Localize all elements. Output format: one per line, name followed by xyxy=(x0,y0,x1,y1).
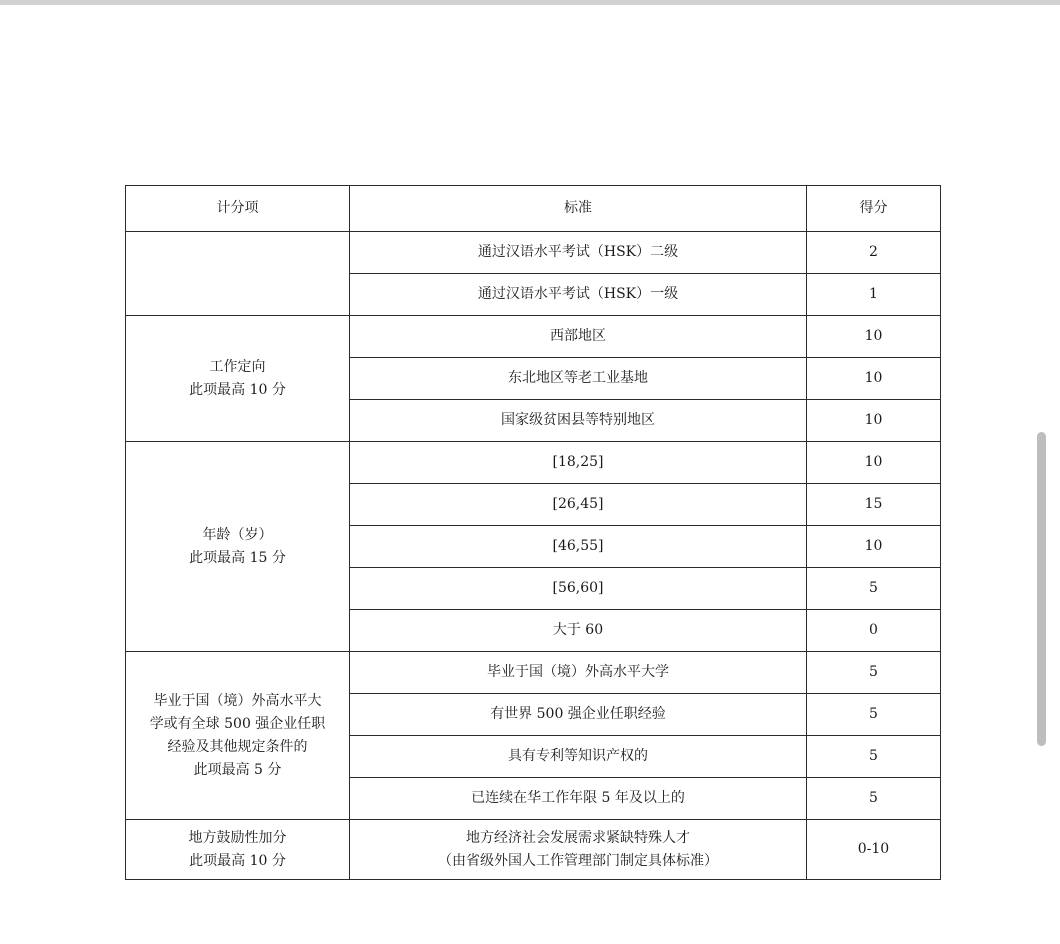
standard-line: （由省级外国人工作管理部门制定具体标准） xyxy=(438,852,718,869)
cell-standard xyxy=(350,820,807,880)
cell-score: 10 xyxy=(807,442,941,484)
table-row xyxy=(126,316,941,358)
cell-standard xyxy=(350,442,807,484)
cell-item xyxy=(126,820,350,880)
table-row xyxy=(126,820,941,880)
scrollbar-thumb[interactable] xyxy=(1037,432,1046,746)
cell-standard xyxy=(350,610,807,652)
cell-item xyxy=(126,232,350,316)
cell-standard xyxy=(350,400,807,442)
cell-standard xyxy=(350,526,807,568)
cell-standard xyxy=(350,274,807,316)
scoring-table xyxy=(125,185,941,880)
cell-standard xyxy=(350,484,807,526)
standard-line: 大于 60 xyxy=(552,622,604,638)
cell-score: 5 xyxy=(807,736,941,778)
cell-standard xyxy=(350,652,807,694)
table-row xyxy=(126,442,941,484)
item-line: 年龄（岁） xyxy=(202,526,273,543)
table-row xyxy=(126,232,941,274)
cell-score: 0-10 xyxy=(807,820,941,880)
cell-item xyxy=(126,316,350,442)
cell-score: 5 xyxy=(807,652,941,694)
standard-line: 通过汉语水平考试（HSK）二级 xyxy=(477,244,679,260)
standard-line: 西部地区 xyxy=(550,328,606,344)
cell-item xyxy=(126,652,350,820)
standard-line: [56,60] xyxy=(552,580,604,596)
standard-line: 通过汉语水平考试（HSK）一级 xyxy=(477,286,679,302)
table-row xyxy=(126,652,941,694)
cell-score: 1 xyxy=(807,274,941,316)
table-header-row xyxy=(126,186,941,232)
standard-line: [46,55] xyxy=(552,538,604,554)
item-line: 工作定向 xyxy=(209,358,266,375)
cell-score: 2 xyxy=(807,232,941,274)
standard-line: 已连续在华工作年限 5 年及以上的 xyxy=(471,790,685,806)
cell-score: 5 xyxy=(807,694,941,736)
item-line: 毕业于国（境）外高水平大 xyxy=(153,692,322,709)
cell-score: 5 xyxy=(807,778,941,820)
item-line: 地方鼓励性加分 xyxy=(188,829,287,846)
cell-standard xyxy=(350,736,807,778)
cell-standard xyxy=(350,694,807,736)
cell-score: 10 xyxy=(807,358,941,400)
standard-line: 具有专利等知识产权的 xyxy=(508,748,648,764)
cell-item xyxy=(126,442,350,652)
item-line: 此项最高 15 分 xyxy=(189,549,286,566)
standard-line: 毕业于国（境）外高水平大学 xyxy=(487,664,669,680)
standard-line: [18,25] xyxy=(552,454,604,470)
cell-score: 0 xyxy=(807,610,941,652)
item-line: 此项最高 10 分 xyxy=(189,852,286,869)
cell-standard xyxy=(350,316,807,358)
cell-score: 10 xyxy=(807,316,941,358)
standard-line: 有世界 500 强企业任职经验 xyxy=(490,706,666,722)
cell-standard xyxy=(350,568,807,610)
item-line: 此项最高 10 分 xyxy=(189,381,286,398)
cell-score: 10 xyxy=(807,400,941,442)
table-body xyxy=(126,232,941,880)
item-line: 经验及其他规定条件的 xyxy=(167,738,308,755)
cell-score: 15 xyxy=(807,484,941,526)
cell-standard xyxy=(350,778,807,820)
standard-line: 国家级贫困县等特别地区 xyxy=(501,412,655,428)
standard-line: 地方经济社会发展需求紧缺特殊人才 xyxy=(466,829,690,846)
item-line: 学或有全球 500 强企业任职 xyxy=(149,715,326,732)
standard-line: 东北地区等老工业基地 xyxy=(508,370,648,386)
item-line: 此项最高 5 分 xyxy=(193,761,282,778)
cell-score: 5 xyxy=(807,568,941,610)
cell-standard xyxy=(350,232,807,274)
header-standard: 标准 xyxy=(350,186,807,232)
header-item: 计分项 xyxy=(126,186,350,232)
top-edge-bar xyxy=(0,0,1060,5)
cell-score: 10 xyxy=(807,526,941,568)
header-score: 得分 xyxy=(807,186,941,232)
standard-line: [26,45] xyxy=(552,496,604,512)
cell-standard xyxy=(350,358,807,400)
